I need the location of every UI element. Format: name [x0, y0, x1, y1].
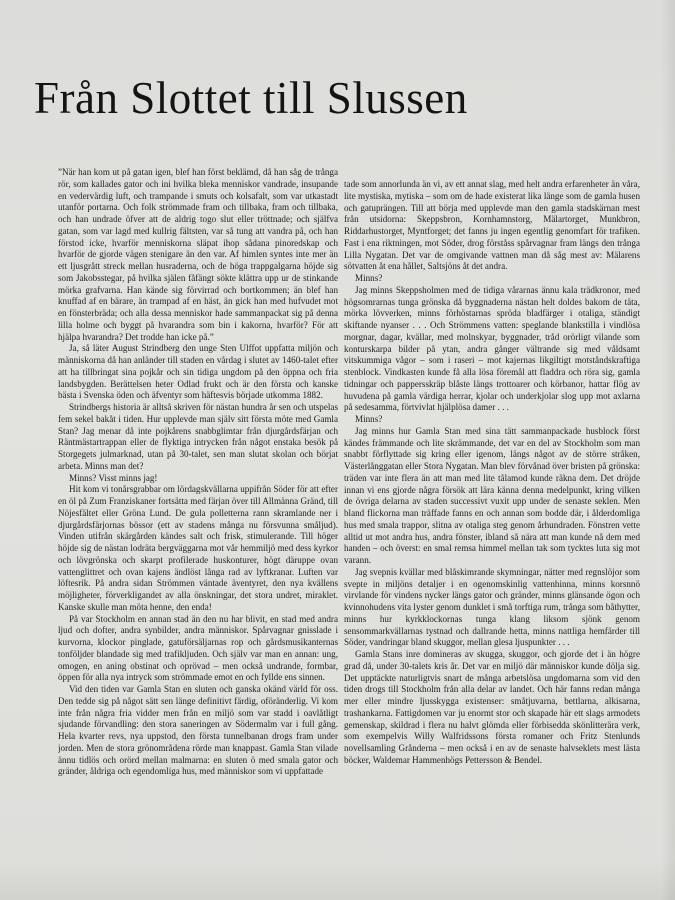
right-text-column: [344, 179, 640, 899]
page-title: Från Slottet till Slussen: [34, 73, 468, 123]
paragraph: På var Stockholm en annan stad än den nu har blivit, en stad med andra ljud och dofter, andra synbilder, andra människor. Spårvagnar gnisslade i kurvorna, klockor pinglade, gatuförsäljarnas rop och gårdsmusikanternas tonföljder blandade sig med trafikljuden. Och själv var man en annan: ung, omogen, en aning obstinat och oprövad – men också undrande, formbar, öppen för alla nya intryck som strömmade emot en och fyllde ens sinnen.: [58, 613, 338, 683]
paragraph: Hit kom vi tonårsgrabbar om lördagskvällarna uppifrån Söder för att efter en öl på Zum Franziskaner fortsätta med färjan över till Allmänna Gränd, till Nöjesfältet eller Gröna Lund. De gula polletterna rann skramlande ner i djurgårdsfärjornas bössor (ett av stadens många nu försvunna småljud). Vinden utifrån skärgården kändes salt och frisk, stimulerande. Till höger höjde sig de nästan lodräta bergväggarna mot vår hemmiljö med dess kyrkor och lövgrönska och skarpt profilerade huskonturer, högt däruppe ovan vattenglittret och ovan kajens ändlöst långa rad av lyftkranar. Luften var löftesrik. På andra sidan Strömmen väntade äventyret, den nya kvällens möjligheter, förverkligandet av alla önskningar, det stora undret, miraklet. Kanske skulle man möta henne, den enda!: [58, 484, 338, 612]
paragraph: Ja, så läter August Strindberg den unge Sten Ulffot uppfatta miljön och människorna då han anländer till staden en vårdag i slutet av 1460-talet efter att ha tillbringat sina pojkår och sin tidiga ungdom på den öppna och fria landsbygden. Berättelsen heter Odlad frukt och är den första och kanske bästa i Svenska öden och äfventyr som häftesvis började utkomma 1882.: [58, 343, 338, 401]
paragraph: Gamla Stans inre domineras av skugga, skuggor, och gjorde det i än högre grad då, under 30-talets kris år. Det var en miljö där människor kunde dölja sig. Det upptäckte naturligtvis snart de många arbetslösa ungdomarna som vid den tiden drogs till Stockholm från alla delar av landet. Och här fanns redan många mer eller mindre ljusskygga existenser: småtjuvarna, bettlarna, alkisarna, trashankarna. Fattigdomen var ju enormt stor och skapade här ett slags armodets gemenskap, skildrad i flera nu halvt glömda eller förbisedda skönlitterära verk, som exempelvis Willy Walfridssons första romaner och Fritz Stenlunds novellsamling Grånderna – men också i en av de senaste halvseklets mest lästa böcker, Waldemar Hammenhögs Pettersson & Bendel.: [344, 649, 640, 765]
page-edge: [661, 0, 675, 900]
paragraph: Jag minns hur Gamla Stan med sina tätt sammanpackade husblock först kändes främmande och lite skrämmande, det var en del av Stockholm som man snabbt förflyttade sig kring eller igenom, längs något av de större stråken, Västerlånggatan eller Stora Nygatan. Man blev förvånad över bristen på grönska: träden var inte flera än att man med lite tålamod kunde räkna dem. Det dröjde innan vi ens gjorde några försök att lära känna denna medelpunkt, kring vilken de övriga delarna av staden successivt vuxit upp under de senaste seklen. Men bland flickorna man träffade fanns en och annan som bodde där, i ålderdomliga hus med smala trappor, slitna av otaliga steg genom århundraden. Fönstren vette alltid ut mot andra hus, andra fönster, ibland så nära att man kunde nå dem med handen – och överst: en smal remsa himmel mellan tak som tycktes luta sig mot varann.: [344, 425, 640, 565]
paragraph: Minns?: [355, 414, 383, 424]
paragraph: Jag svepnis kvällar med blåskimrande skymningar, nätter med regnslöjor som svepte in miljöns detaljer i en ogenomskinlig vattenhinna, minns korsnnö virvlande för vindens nycker längs gator och gränder, minns glänsande ögon och kvinnohudens vita lyster genom dunklet i små torftiga rum, trånga som båthytter, minns hur kyrkklockornas tunga klang liksom sjönk genom sensommarkvällarnas tystnad och dallrande hetta, minns nattliga hemfärder till Söder, vandringar bland skuggor, mellan glesa ljuspunkter . . .: [344, 566, 640, 648]
paragraph: Jag minns Skeppsholmen med de tidiga vårarnas ännu kala trädkronor, med högsomrarnas tunga grönska då byggnaderna nästan helt doldes bakom de täta, mörka lövverken, minns förhöstarnas spröda bladfärger i otaliga, ständigt skiftande nyanser . . . Och Strömmens vatten: speglande blankstilla i vindlösa morgnar, dagar, kvällar, med molnskyar, byggnader, tråd orörligt vilande som konturskarpa bilder på ytan, andra gånger vältrande sig med våldsamt vitskummiga vågor – som i raseri – mot kajernas likgiltigt motståndskraftiga stenblock. Vindkasten kunde få alla lösa föremål att fladdra och röra sig, gamla tidningar och pappersskräp blåste längs trottoarer och körbanor, hattar flög av huvudena på gamla värdiga herrar, kjolar och underkjolar slog upp mot axlarna på sedesamma, förtvivlat hjälplösa damer . . .: [344, 284, 640, 413]
paragraph: Minns? Visst minns jag!: [69, 472, 158, 483]
paragraph: ”När han kom ut på gatan igen, blef han först beklämd, då han såg de trånga rör, som kallades gator och ini hvilka bleka menniskor vandrade, insupande en vedervärdig luft, och trampande i smuts och kolsafalt, som var utkastadt utanför portarna. Och folk strömmade fram och tillbaka, fram och tillbaka, och han undrade öfver att de aldrig togo slut eller tröttnade; och själfva gatan, som var lagd med kullrig fältsten, var så tung att vandra på, och han förstod icke, hvarför menniskorna släpat ihop sådana pinoredskap och hvarför de gjorde vägen stenigare än den var. Af himlen syntes inte mer än ett ljusgrått streck mellan husraderna, och de höga trappgalgarna höjde sig som Jakobsstegar, på hvilka själen fåfängt sökte klättra upp ur de stinkande mörka grafvarna. Han kände sig förvirrad och bortkommen; än blef han knuffad af en bärare, än trampad af en häst, än gick han med hufvudet mot en fönsterbräda; och alla dessa menniskor hade sammanpackat sig på denna lilla holme och byggt på hvarandra som bin i kakorna, hvarför? För att hjälpa hvarandra? Det trodde han icke på.”: [58, 167, 338, 342]
paragraph: Vid den tiden var Gamla Stan en sluten och ganska okänd värld för oss. Den tedde sig på något sätt sen länge definitivt färdig, oföränderlig. Vi kom inte från några fria vidder men från en miljö som var stadd i oavlåtligt sjudande förvandling: den stora saneringen av Södermalm var i full gång. Hela kvarter revs, nya uppstod, den första tunnelbanan drogs fram under jorden. Men de stora grönområdena rörde man knappast. Gamla Stan vilade ännu tidlös och orörd mellan malmarna: en sluten ö med smala gator och gränder, åldriga och egendomliga hus, med människor som vi uppfattade: [58, 684, 338, 777]
left-text-column: [58, 167, 338, 867]
paragraph: Strindbergs historia är alltså skriven för nästan hundra år sen och utspelas fem sekel bakåt i tiden. Hur upplevde man själv sitt första möte med Gamla Stan? Jag menar då inte pojkårens snabbglimtar från djurgårdsfärjan och Räntmästartrappan eller de flyktiga intrycken från något enstaka besök på Storgegets julmarknad, utan på 30-talet, sen man slutat skolan och börjat arbeta. Minns man det?: [58, 402, 338, 471]
paragraph: Minns?: [355, 273, 383, 283]
page-shadow: [0, 860, 675, 900]
paragraph: tade som annorlunda än vi, av ett annat slag, med helt andra erfarenheter än våra, lite mystiska, mytiska – som om de hade existerat lika länge som de gamla husen och gatuprängen. Till att börja med upplevde man den gamla stadskärnan mest från utsidorna: Skeppsbron, Kornhamnstorg, Mälartorget, Munkbron, Riddarhustorget, Myntforget; det fanns ju ingen egentlig genomfart för trafiken. Fast i ena riktningen, mot Söder, drog förståss spårvagnar fram längs den trånga Lilla Nygatan. Det var de omgivande vattnen man då såg mest av: Mälarens sötvatten åt ena hållet, Saltsjöns åt det andra.: [344, 179, 640, 272]
